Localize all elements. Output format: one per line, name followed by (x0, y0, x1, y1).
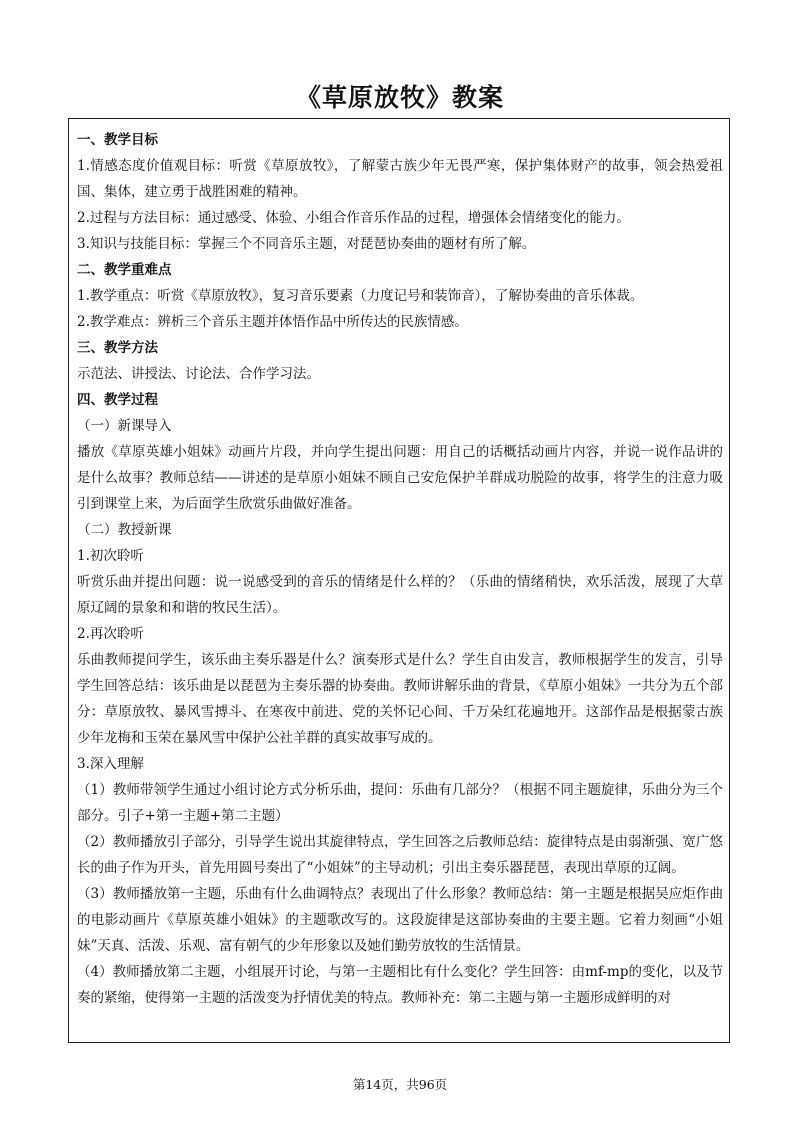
deep-paragraph-4: （4）教师播放第二主题，小组展开讨论，与第一主题相比有什么变化？学生回答：由mf-mp的变化，以及节奏的紧缩，使得第一主题的活泼变为抒情优美的特点。教师补充：第二主题与第一主题形成鲜明的对 (77, 964, 723, 1006)
deep-paragraph-1: （1）教师带领学生通过小组讨论方式分析乐曲，提问：乐曲有几部分？（根据不同主题旋律，乐曲分为三个部分。引子+第一主题+第二主题） (77, 782, 723, 824)
heading-keypoints: 二、教学重难点 (77, 262, 172, 278)
goals-paragraph-2: 2.过程与方法目标：通过感受、体验、小组合作音乐作品的过程，增强体会情绪变化的能力。 (77, 210, 630, 226)
deep-paragraph-2: （2）教师播放引子部分，引导学生说出其旋律特点，学生回答之后教师总结：旋律特点是由弱渐强、宽广悠长的曲子作为开头，首先用圆号奏出了“小姐妹”的主导动机；引出主奏乐器琵琶，表现出草原的辽阔。 (77, 834, 723, 876)
listen1-paragraph: 听赏乐曲并提出问题：说一说感受到的音乐的情绪是什么样的？（乐曲的情绪稍快，欢乐活泼，展现了大草原辽阔的景象和和谐的牧民生活）。 (77, 574, 723, 616)
listen2-paragraph: 乐曲教师提问学生，该乐曲主奏乐器是什么？演奏形式是什么？学生自由发言，教师根据学生的发言，引导学生回答总结：该乐曲是以琵琶为主奏乐器的协奏曲。教师讲解乐曲的背景，《草原小姐妹》一共分为五个部分：草原放牧、暴风雪搏斗、在寒夜中前进、党的关怀记心间、千万朵红花遍地开。这部作品是根据蒙古族少年龙梅和玉荣在暴风雪中保护公社羊群的真实故事写成的。 (77, 652, 723, 746)
page-footer: 第14页，共96页 (352, 1077, 448, 1092)
listen1-label: 1.初次聆听 (77, 548, 144, 564)
lesson-plan-box (68, 118, 730, 1043)
listen2-label: 2.再次聆听 (77, 626, 144, 642)
keypoints-paragraph-1: 1.教学重点：听赏《草原放牧》，复习音乐要素（力度记号和装饰音），了解协奏曲的音乐体裁。 (77, 288, 644, 304)
intro-paragraph: 播放《草原英雄小姐妹》动画片片段，并向学生提出问题：用自己的话概括动画片内容，并说一说作品讲的是什么故事？教师总结——讲述的是草原小姐妹不顾自己安危保护羊群成功脱险的故事，将学生的注意力吸引到课堂上来，为后面学生欣赏乐曲做好准备。 (77, 444, 723, 512)
deep-paragraph-3: （3）教师播放第一主题，乐曲有什么曲调特点？表现出了什么形象？教师总结：第一主题是根据吴应炬作曲的电影动画片《草原英雄小姐妹》的主题歌改写的。这段旋律是这部协奏曲的主要主题。它着力刻画“小姐妹”天真、活泼、乐观、富有朝气的少年形象以及她们勤劳放牧的生活情景。 (77, 886, 723, 954)
heading-goals: 一、教学目标 (77, 132, 158, 148)
deep-label: 3.深入理解 (77, 756, 144, 772)
teach-label: （二）教授新课 (77, 522, 172, 538)
heading-methods: 三、教学方法 (77, 340, 158, 356)
heading-process: 四、教学过程 (77, 392, 158, 408)
methods-paragraph: 示范法、讲授法、讨论法、合作学习法。 (77, 366, 320, 382)
goals-paragraph-3: 3.知识与技能目标：掌握三个不同音乐主题，对琵琶协奏曲的题材有所了解。 (77, 236, 536, 252)
goals-paragraph-1: 1.情感态度价值观目标：听赏《草原放牧》，了解蒙古族少年无畏严寒，保护集体财产的故事，领会热爱祖国、集体，建立勇于战胜困难的精神。 (77, 158, 723, 200)
keypoints-paragraph-2: 2.教学难点：辨析三个音乐主题并体悟作品中所传达的民族情感。 (77, 314, 468, 330)
intro-label: （一）新课导入 (77, 418, 172, 434)
document-title: 《草原放牧》教案 (295, 83, 504, 112)
